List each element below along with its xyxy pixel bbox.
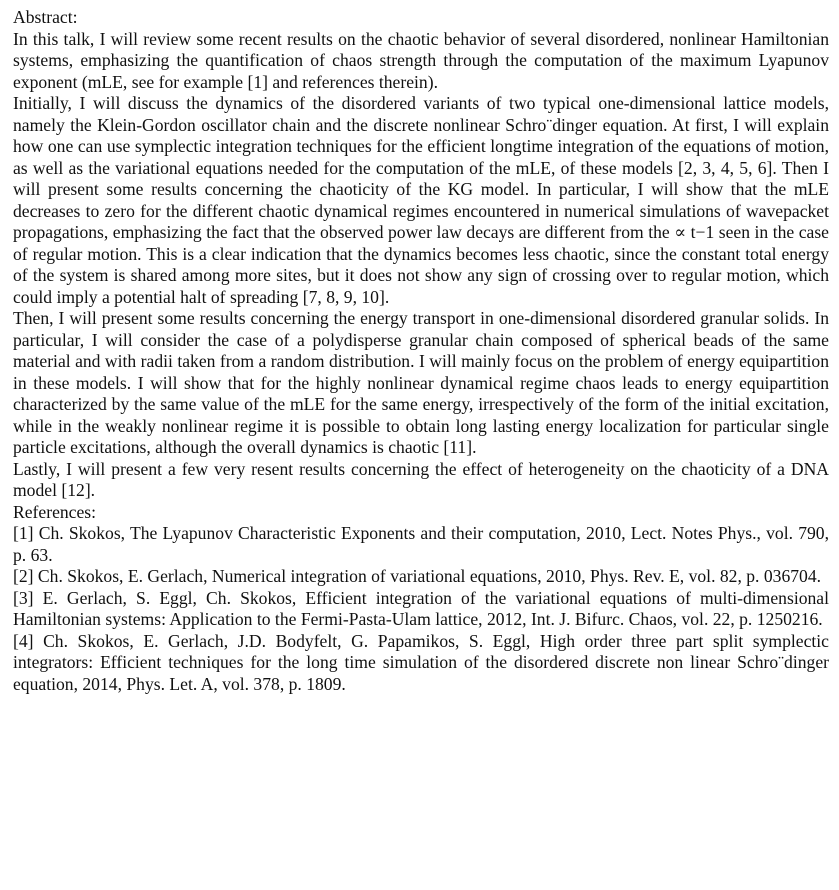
references-heading: References: — [13, 501, 97, 522]
reference-item-3: [3] E. Gerlach, S. Eggl, Ch. Skokos, Efficient integration of the variational equations of multi-dimensional Hamiltonian systems: Application to the Fermi-Pasta-Ulam lattice, 2012, Int. J. Bifurc. Chaos, vol. 22, p. 1250216. — [13, 587, 829, 629]
abstract-heading: Abstract: — [13, 7, 78, 27]
abstract-paragraph-intro: In this talk, I will review some recent results on the chaotic behavior of several disordered, nonlinear Hamiltonian systems, emphasizing the quantification of chaos strength through the computation of the maximum Lyapunov exponent (mLE, see for example [1] and references therein). — [13, 28, 829, 92]
reference-item-4: [4] Ch. Skokos, E. Gerlach, J.D. Bodyfelt, G. Papamikos, S. Eggl, High order three part split symplectic integrators: Efficient techniques for the long time simulation of the disordered discrete non linear Schro¨dinger equation, 2014, Phys. Let. A, vol. 378, p. 1809. — [13, 630, 829, 694]
reference-item-1: [1] Ch. Skokos, The Lyapunov Characteristic Exponents and their computation, 2010, Lect. Notes Phys., vol. 790, p. 63. — [13, 523, 829, 565]
abstract-paragraph-dna-model: Lastly, I will present a few very resent results concerning the effect of heterogeneity on the chaoticity of a DNA model [12]. — [13, 458, 829, 500]
abstract-paragraph-granular-solids: Then, I will present some results concerning the energy transport in one-dimensional disordered granular solids. In particular, I will consider the case of a polydisperse granular chain composed of spherical beads of the same material and with radii taken from a random distribution. I will mainly focus on the problem of energy equipartition in these models. I will show that for the highly nonlinear dynamical regime chaos leads to energy equipartition characterized by the same value of the mLE for the same energy, irrespectively of the form of the initial excitation, while in the weakly nonlinear regime it is possible to obtain long lasting energy localization for particular single particle excitations, although the overall dynamics is chaotic [11]. — [13, 308, 829, 457]
abstract-paragraph-lattice-models: Initially, I will discuss the dynamics of the disordered variants of two typical one-dimensional lattice models, namely the Klein-Gordon oscillator chain and the discrete nonlinear Schro¨dinger equation. At first, I will explain how one can use symplectic integration techniques for the efficient longtime integration of the equations of motion, as well as the variational equations needed for the computation of the mLE, of these models [2, 3, 4, 5, 6]. Then I will present some results concerning the chaoticity of the KG model. In particular, I will show that the mLE decreases to zero for the different chaotic dynamical regimes encountered in numerical simulations of wavepacket propagations, emphasizing the fact that the observed power law decays are different from the ∝ t−1 seen in the case of regular motion. This is a clear indication that the dynamics becomes less chaotic, since the constant total energy of the system is shared among more sites, but it does not show any sign of crossing over to regular motion, which could imply a potential halt of spreading [7, 8, 9, 10]. — [13, 93, 829, 307]
abstract-document — [13, 7, 829, 695]
references-list — [13, 523, 829, 695]
reference-item-2: [2] Ch. Skokos, E. Gerlach, Numerical integration of variational equations, 2010, Phys. Rev. E, vol. 82, p. 036704. — [13, 566, 822, 586]
